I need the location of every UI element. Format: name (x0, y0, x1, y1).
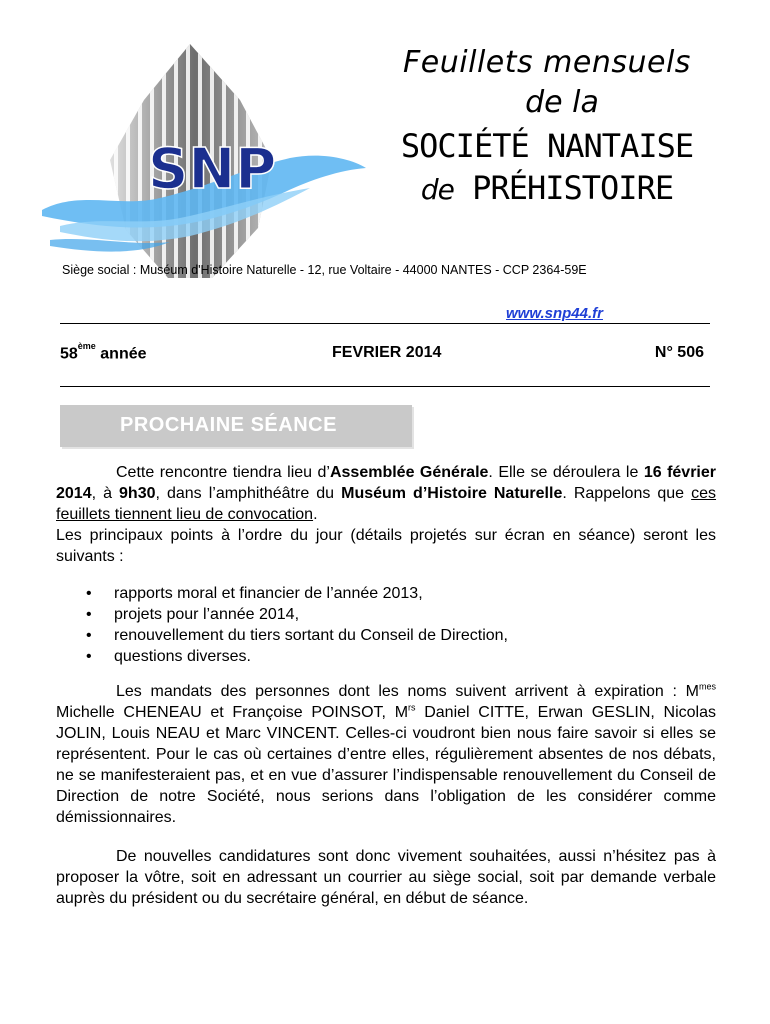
top-rule (60, 323, 710, 324)
text-run: . Rappelons que (562, 485, 692, 502)
list-item: • projets pour l’année 2014, (56, 604, 716, 625)
society-title (382, 45, 712, 207)
issue-year-suffix: ème (77, 341, 96, 351)
title-line-4-de: de (420, 173, 454, 206)
agenda-list (56, 583, 716, 667)
issue-number: N° 506 (654, 344, 704, 361)
text-run: Daniel CITTE, Erwan GESLIN, Nicolas JOLIN, Louis NEAU et Marc VINCENT. Celles-ci voudront bien nous faire savoir si elles se représentent. Pour le cas où certaines d’entre elles, régulièrement absentes de nos débats, ne se manifesteraient pas, et en vue d’assurer l’indispensable renouvellement du Conseil de Direction de notre Société, nous serions dans l’obligation de les considérer comme démissionnaires. (56, 704, 716, 826)
paragraph-meeting (56, 462, 716, 525)
snp-logo (40, 40, 370, 290)
body-text (56, 462, 716, 909)
text-bold: Assemblée Générale (329, 464, 489, 481)
issue-year (60, 341, 147, 363)
title-line-3: SOCIÉTÉ NANTAISE (400, 127, 694, 165)
text-run: , dans l’amphithéâtre du (155, 485, 342, 502)
text-sup: mes (698, 681, 716, 692)
section-banner-label: PROCHAINE SÉANCE (120, 414, 337, 436)
text-run: Cette rencontre tiendra lieu d’ (116, 464, 330, 481)
text-run: . (313, 506, 318, 523)
list-item: • rapports moral et financier de l’année 2013, (56, 583, 716, 604)
text-sup: rs (408, 702, 416, 713)
section-banner (60, 405, 412, 447)
title-line-2: de la (525, 85, 599, 120)
snp-logo-graphic (40, 40, 370, 290)
text-bold: Muséum d’Histoire Naturelle (341, 485, 563, 502)
bottom-rule (60, 386, 710, 387)
list-item: • questions diverses. (56, 646, 716, 667)
issue-year-number: 58 (60, 345, 78, 363)
website-link[interactable]: www.snp44.fr (506, 305, 603, 322)
title-line-1: Feuillets mensuels (403, 45, 691, 80)
issue-date: FEVRIER 2014 (332, 344, 442, 361)
text-bold: 16 février 2014 (56, 464, 716, 502)
text-bold: 9h30 (119, 485, 156, 502)
logo-letters: SNP (148, 137, 277, 202)
text-run: , à (91, 485, 120, 502)
title-line-4-main: PRÉHISTOIRE (472, 169, 674, 207)
paragraph-candidatures: De nouvelles candidatures sont donc vivement souhaitées, aussi n’hésitez pas à proposer la vôtre, soit en adressant un courrier au siège social, soit par demande verbale auprès du président ou du secrétaire général, en début de séance. (56, 848, 716, 907)
text-run: Les mandats des personnes dont les noms suivent arrivent à expiration : M (116, 683, 699, 700)
title-line-4 (382, 169, 712, 207)
registered-office: Siège social : Muséum d'Histoire Naturelle - 12, rue Voltaire - 44000 NANTES - CCP 2364-59E (62, 263, 587, 277)
text-underlined: ces feuillets tiennent lieu de convocation (56, 485, 717, 523)
list-item: • renouvellement du tiers sortant du Conseil de Direction, (56, 625, 716, 646)
text-run: Michelle CHENEAU et Françoise POINSOT, M (56, 704, 409, 721)
paragraph-agenda-intro: Les principaux points à l’ordre du jour (détails projetés sur écran en séance) seront les suivants : (56, 527, 716, 565)
paragraph-gap (56, 828, 716, 846)
issue-year-word: année (100, 345, 147, 363)
text-run: . Elle se déroulera le (488, 464, 644, 481)
paragraph-mandates (56, 681, 716, 828)
